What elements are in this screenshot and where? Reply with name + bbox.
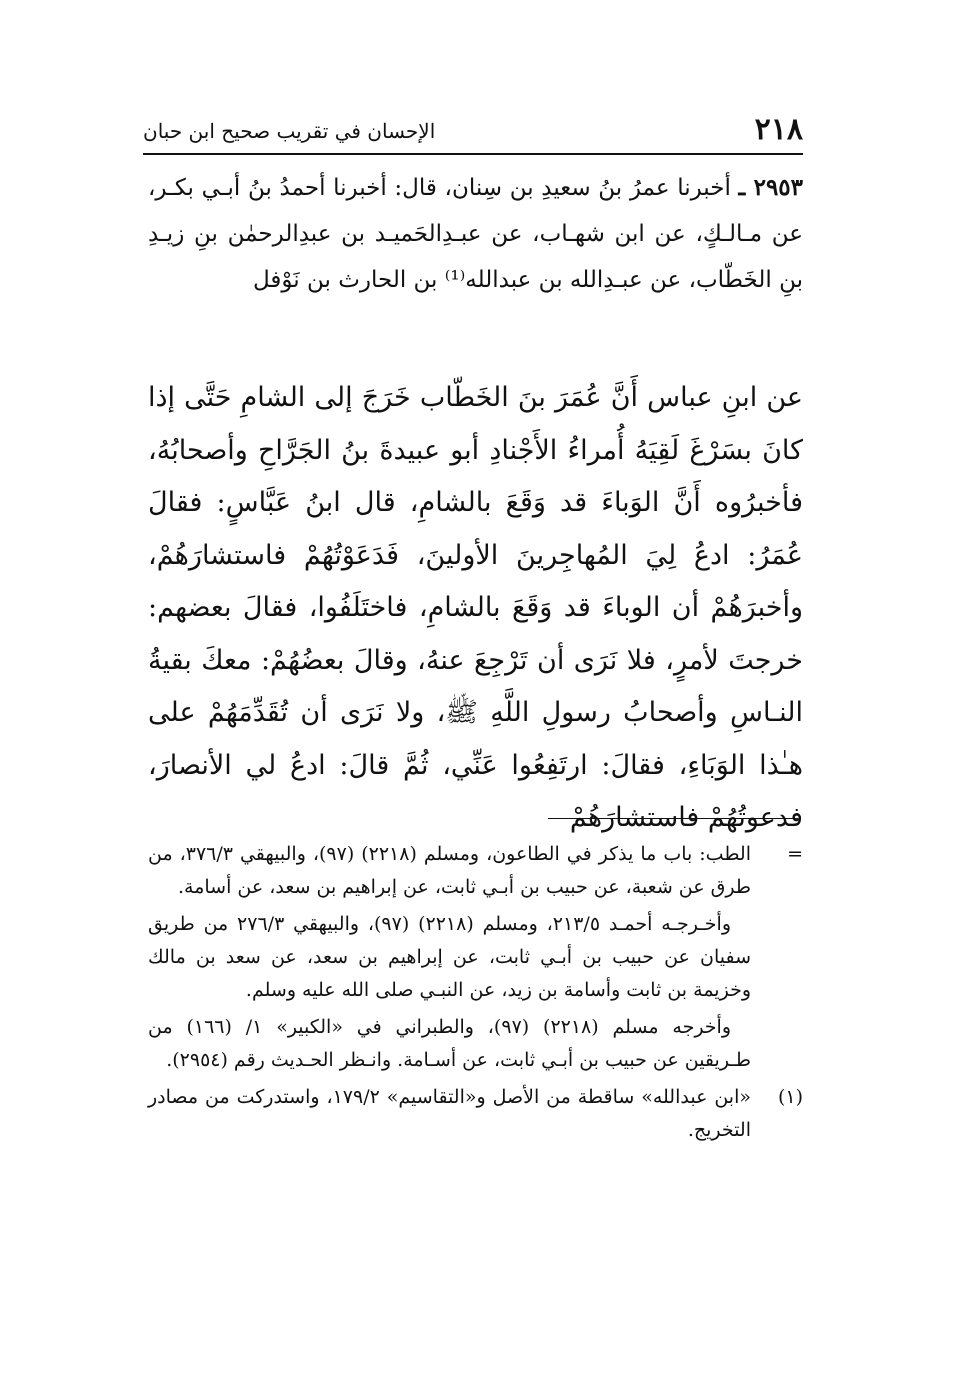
running-title: الإحسان في تقريب صحيح ابن حبان (143, 119, 436, 143)
isnad-paragraph (148, 165, 803, 303)
footnotes-section (148, 838, 803, 1151)
header-rule (143, 153, 803, 155)
footnote-1-marker: (١) (777, 1086, 803, 1108)
footnote-rule (548, 818, 798, 819)
matn-text: عن ابنِ عباس أَنَّ عُمَرَ بنَ الخَطّاب خَرَجَ إلى الشامِ حَتَّى إذا كانَ بسَرْغَ لَقِيَهُ أُمراءُ الأَجْنادِ أبو عبيدةَ بنُ الجَرَّاحِ وأصحابُهُ، فأخبرُوه أَنَّ الوَباءَ قد وَقَعَ بالشامِ، قال ابنُ عَبَّاسٍ: فقالَ عُمَرُ: ادعُ لِيَ المُهاجِرينَ الأولينَ، فَدَعَوْتُهُمْ فاستشارَهُمْ، وأخبرَهُمْ أن الوباءَ قد وَقَعَ بالشامِ، فاختَلَفُوا، فقالَ بعضهم: خرجتَ لأمرٍ، فلا نَرَى أن تَرْجِعَ عنهُ، وقالَ بعضُهُمْ: معكَ بقيةُ النـاسِ وأصحابُ رسولِ اللَّهِ ﷺ، ولا نَرَى أن تُقَدِّمَهُمْ على هـٰذا الوَبَاءِ، فقالَ: ارتَفِعُوا عَنِّي، ثُمَّ قالَ: ادعُ لي الأنصارَ، فدعوتُهُمْ فاستشارَهُمْ (148, 382, 803, 833)
isnad-text: أخبرنا عمرُ بنُ سعيدِ بن سِنان، قال: أخبرنا أحمدُ بنُ أبـي بكـر، عن مـالـكٍ، عن ابن شهـاب، عن عبـدِالحَميـد بن عبدِالرحمٰن بنِ زيـدِ بنِ الخَطّاب، عن عبـدِالله بن عبدالله⁽¹⁾ بن الحارث بن نَوْفل (148, 175, 803, 293)
footnote-continuation (148, 838, 803, 1077)
matn-section (148, 372, 803, 845)
page-header (143, 112, 803, 152)
isnad-section (148, 165, 803, 303)
footnote-continuation-marker: = (787, 843, 803, 865)
footnote-1-text: «ابن عبدالله» ساقطة من الأصل و«التقاسيم» ١٧٩/٢، واستدركت من مصادر التخريج. (148, 1086, 752, 1141)
hadith-number: ٢٩٥٣ ـ (738, 174, 804, 201)
footnote-paragraph: الطب: باب ما يذكر في الطاعون، ومسلم (٢٢١٨) (٩٧)، والبيهقي ٣٧٦/٣، من طرق عن شعبة، عن حبيب بن أبـي ثابت، عن إبراهيم بن سعد، عن أسامة. (148, 843, 751, 898)
footnote-paragraph: وأخرجه مسلم (٢٢١٨) (٩٧)، والطبراني في «الكبير» ١/ (١٦٦) من طـريقين عن حبيب بن أبـي ثابت، عن أسـامة. وانـظر الحـديث رقم (٢٩٥٤). (148, 1016, 751, 1071)
footnote-paragraph: وأخـرجـه أحمـد ٢١٣/٥، ومسلم (٢٢١٨) (٩٧)، والبيهقي ٢٧٦/٣ من طريق سفيان عن حبيب بن أبـي ثابت، عن إبراهيم بن سعد، عن سعد بن مالك وخزيمة بن ثابت وأسامة بن زيد، عن النبـي صلى الله عليه وسلم. (148, 913, 751, 1001)
footnote-1 (148, 1081, 803, 1147)
page-number: ٢١٨ (754, 112, 803, 147)
